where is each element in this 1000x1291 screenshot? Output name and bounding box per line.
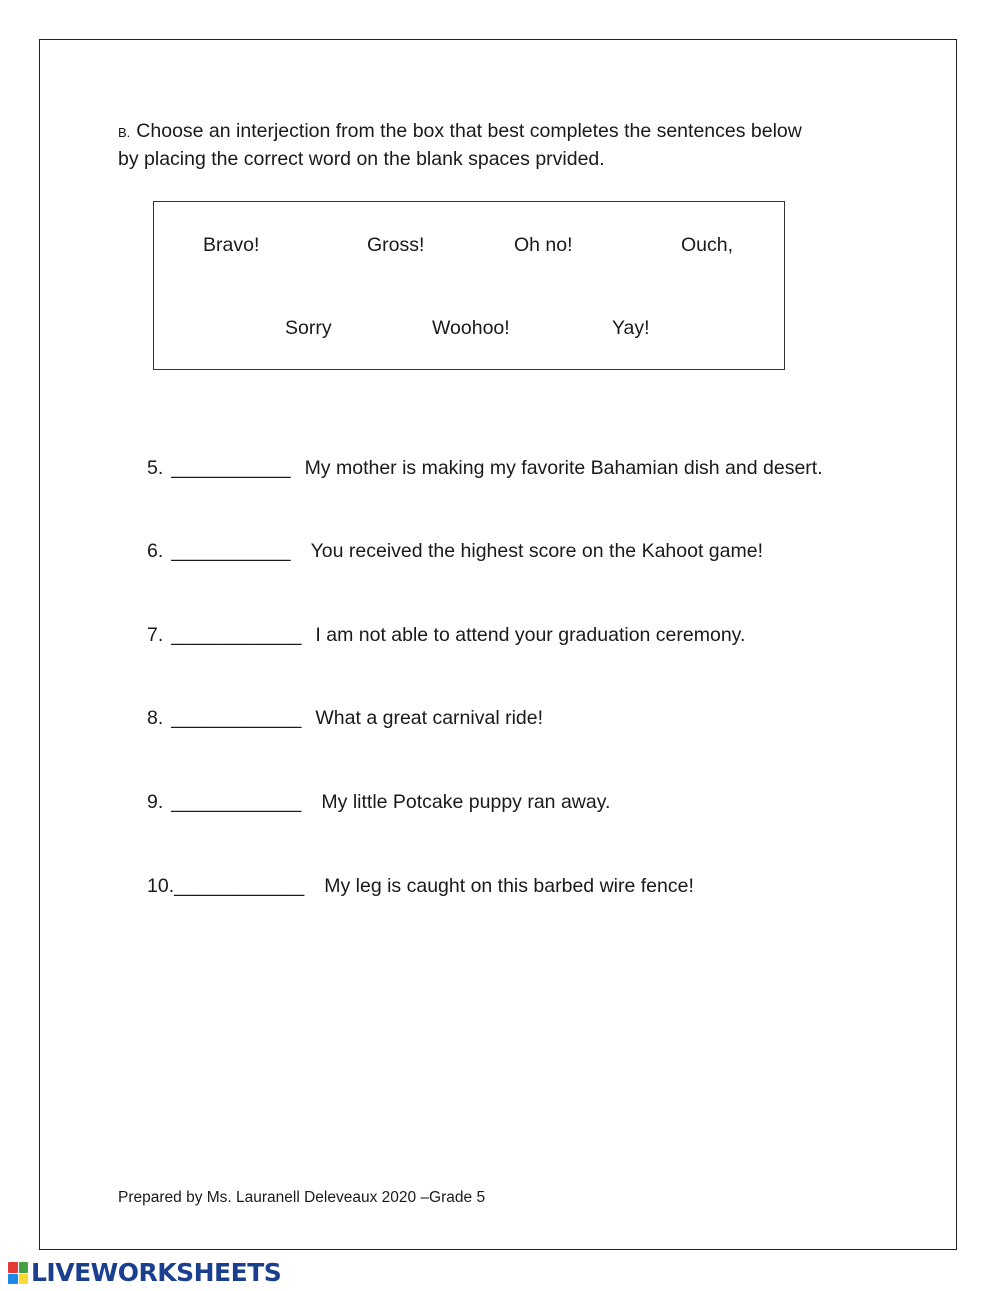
question-sentence: My little Potcake puppy ran away. bbox=[321, 791, 611, 813]
question-sentence: My mother is making my favorite Bahamian dish and desert. bbox=[304, 457, 823, 479]
logo-tile bbox=[8, 1262, 18, 1273]
answer-blank[interactable]: ____________ bbox=[174, 875, 305, 897]
logo-text: LIVEWORKSHEETS bbox=[31, 1258, 282, 1287]
word-sorry: Sorry bbox=[285, 317, 332, 339]
logo-tile bbox=[19, 1262, 29, 1273]
logo-tile bbox=[8, 1274, 18, 1285]
question-9 bbox=[147, 789, 610, 815]
word-bank-box bbox=[153, 201, 785, 370]
question-sentence: You received the highest score on the Kahoot game! bbox=[310, 540, 763, 562]
question-number: 7. bbox=[147, 624, 164, 646]
question-10 bbox=[147, 873, 694, 899]
word-yay: Yay! bbox=[612, 317, 650, 339]
answer-blank[interactable]: ____________ bbox=[171, 707, 302, 729]
question-sentence: My leg is caught on this barbed wire fence! bbox=[324, 875, 694, 897]
word-gross: Gross! bbox=[367, 234, 425, 256]
section-letter: B. bbox=[118, 125, 131, 140]
question-number: 6. bbox=[147, 540, 164, 562]
word-oh-no: Oh no! bbox=[514, 234, 573, 256]
word-woohoo: Woohoo! bbox=[432, 317, 510, 339]
question-8 bbox=[147, 705, 543, 731]
answer-blank[interactable]: ____________ bbox=[171, 624, 302, 646]
instructions bbox=[118, 118, 898, 173]
question-number: 9. bbox=[147, 791, 164, 813]
answer-blank[interactable]: ____________ bbox=[171, 791, 302, 813]
question-sentence: What a great carnival ride! bbox=[315, 707, 544, 729]
question-sentence: I am not able to attend your graduation ceremony. bbox=[315, 624, 746, 646]
question-number: 5. bbox=[147, 457, 164, 479]
instructions-line-2: by placing the correct word on the blank spaces prvided. bbox=[118, 148, 605, 170]
answer-blank[interactable]: ___________ bbox=[171, 457, 291, 479]
word-bravo: Bravo! bbox=[203, 234, 260, 256]
question-number: 8. bbox=[147, 707, 164, 729]
logo-tile bbox=[19, 1274, 29, 1285]
instructions-line-1: Choose an interjection from the box that best completes the sentences below bbox=[136, 120, 802, 142]
question-5 bbox=[147, 455, 823, 481]
logo-icon bbox=[8, 1262, 28, 1284]
answer-blank[interactable]: ___________ bbox=[171, 540, 291, 562]
question-number: 10. bbox=[147, 875, 175, 897]
question-6 bbox=[147, 538, 763, 564]
word-ouch: Ouch, bbox=[681, 234, 734, 256]
liveworksheets-logo[interactable] bbox=[8, 1259, 281, 1287]
question-7 bbox=[147, 622, 745, 648]
footer-credit: Prepared by Ms. Lauranell Deleveaux 2020 –Grade 5 bbox=[118, 1189, 486, 1206]
